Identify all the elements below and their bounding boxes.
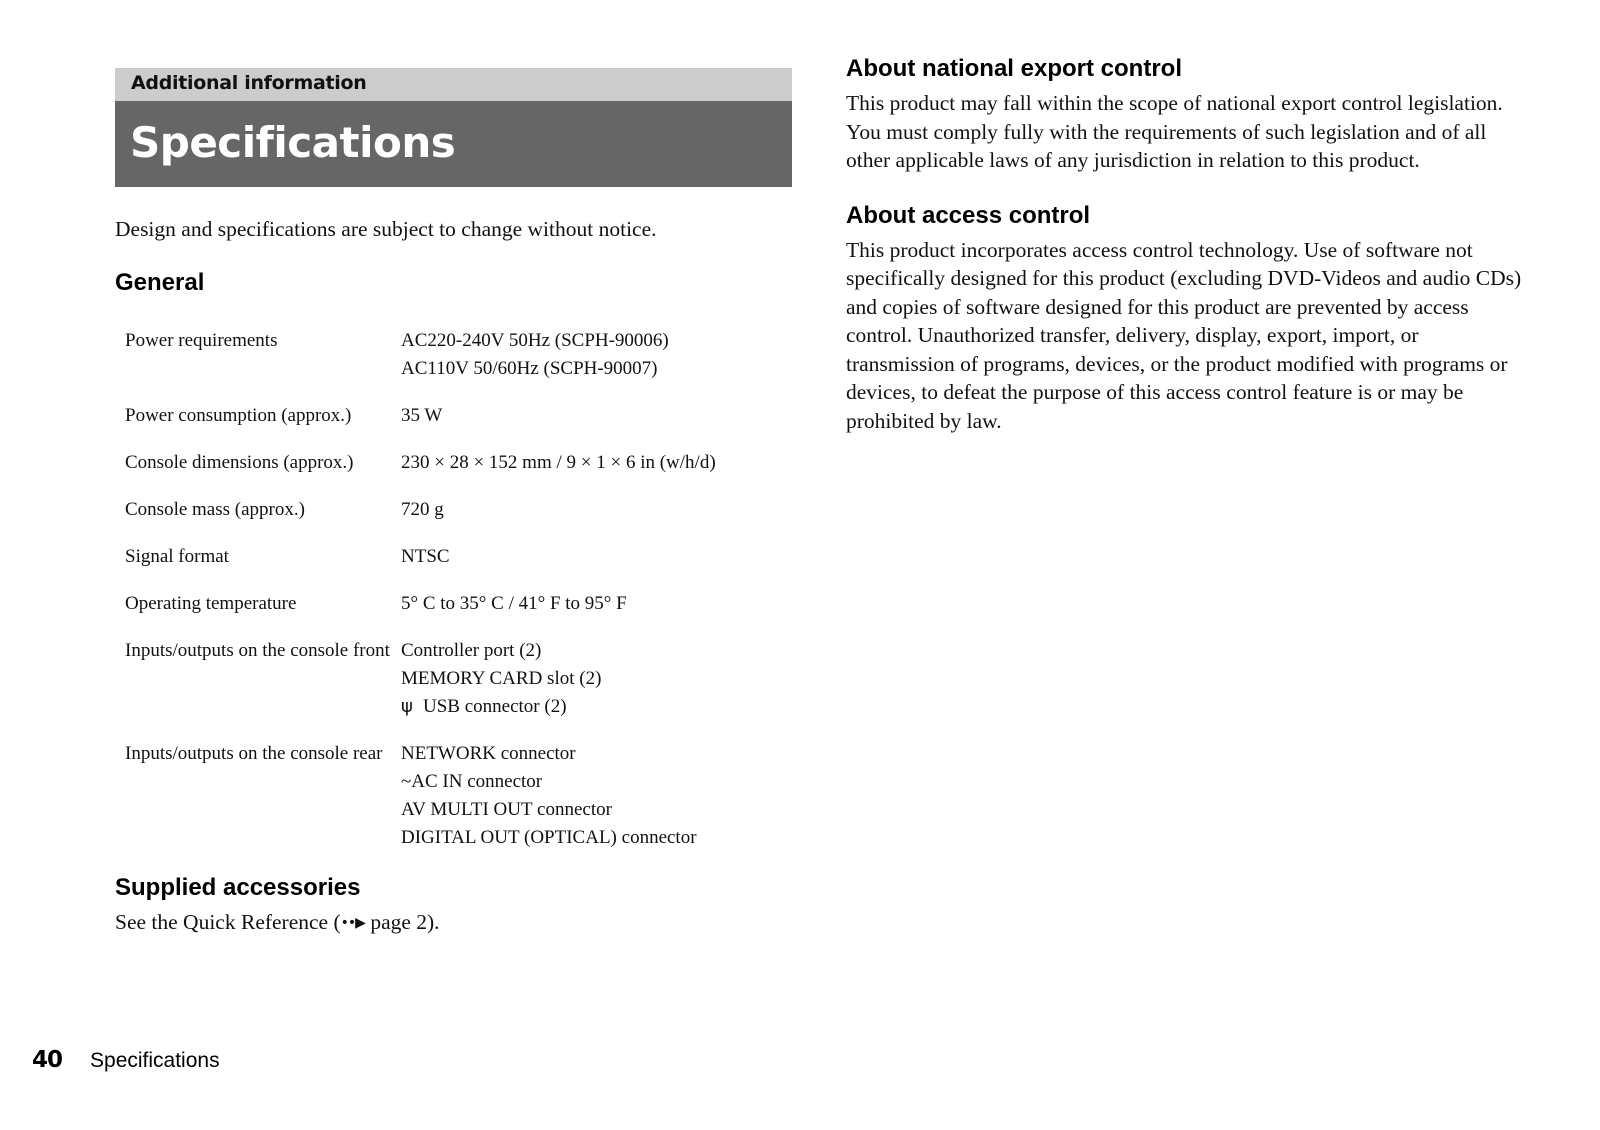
accessories-text <box>115 908 792 939</box>
page-title: Specifications <box>115 101 792 187</box>
spec-value-text: USB connector (2) <box>423 696 567 717</box>
spec-value: 5° C to 35° C / 41° F to 95° F <box>401 593 627 614</box>
accessories-text-after: page 2). <box>364 910 440 934</box>
left-column <box>115 68 792 939</box>
access-control-text: This product incorporates access control technology. Use of software not specifically designed for this product (excluding DVD-Videos and audio CDs) and copies of software designed for this product are prevented by access control. Unauthorized transfer, delivery, display, export, import, or transmission of programs, devices, or the product modified with programs or devices, to defeat the purpose of this access control feature is or may be prohibited by law. <box>846 237 1522 433</box>
spec-value: AC220-240V 50Hz (SCPH-90006) <box>401 330 669 351</box>
spec-row <box>125 543 792 571</box>
spec-values <box>401 637 792 721</box>
spec-label: Signal format <box>125 546 229 567</box>
spec-value: 35 W <box>401 405 443 426</box>
right-column <box>846 55 1526 435</box>
spec-row <box>125 402 792 430</box>
spec-label: Inputs/outputs on the console front <box>125 640 390 661</box>
spec-label: Console dimensions (approx.) <box>125 452 354 473</box>
spec-values <box>401 543 792 571</box>
spec-label: Power consumption (approx.) <box>125 405 352 426</box>
spec-value: 230 × 28 × 152 mm / 9 × 1 × 6 in (w/h/d) <box>401 452 716 473</box>
spec-row <box>125 327 792 383</box>
spec-values <box>401 496 792 524</box>
footer-title: Specifications <box>90 1049 220 1072</box>
spec-value: Controller port (2) <box>401 640 542 661</box>
spec-table <box>125 327 792 852</box>
spec-values <box>401 327 792 383</box>
spec-values <box>401 590 792 618</box>
section-label: Additional information <box>115 68 792 101</box>
arrow-right-icon: ••▶ <box>340 915 365 931</box>
spec-value: DIGITAL OUT (OPTICAL) connector <box>401 827 697 848</box>
spec-label: Console mass (approx.) <box>125 499 305 520</box>
spec-value: AC110V 50/60Hz (SCPH-90007) <box>401 358 658 379</box>
accessories-heading: Supplied accessories <box>115 874 361 901</box>
spec-label: Operating temperature <box>125 593 297 614</box>
spec-values <box>401 402 792 430</box>
page-footer <box>32 1047 220 1073</box>
spec-values <box>401 449 792 477</box>
general-heading: General <box>115 269 205 296</box>
spec-value: ~AC IN connector <box>401 771 543 792</box>
spec-row <box>125 496 792 524</box>
spec-label: Power requirements <box>125 330 278 351</box>
intro-text: Design and specifications are subject to change without notice. <box>115 217 657 241</box>
spec-value: AV MULTI OUT connector <box>401 799 612 820</box>
spec-value: MEMORY CARD slot (2) <box>401 668 602 689</box>
export-control-heading: About national export control <box>846 55 1182 82</box>
spec-values <box>401 740 792 852</box>
spec-value: NETWORK connector <box>401 743 576 764</box>
accessories-text-before: See the Quick Reference ( <box>115 910 341 934</box>
export-control-text: This product may fall within the scope of national export control legislation. You must comply fully with the requirements of such legislation and of all other applicable laws of any jurisdiction in relation to this product. <box>846 91 1503 172</box>
spec-row <box>125 740 792 852</box>
spec-label: Inputs/outputs on the console rear <box>125 743 383 764</box>
spec-value <box>401 693 792 721</box>
spec-value: 720 g <box>401 499 444 520</box>
access-control-heading: About access control <box>846 201 1091 229</box>
spec-row <box>125 637 792 721</box>
page-number: 40 <box>32 1047 63 1073</box>
spec-value: NTSC <box>401 546 450 567</box>
spec-row <box>125 590 792 618</box>
usb-icon: ψ <box>401 696 413 717</box>
spec-row <box>125 449 792 477</box>
